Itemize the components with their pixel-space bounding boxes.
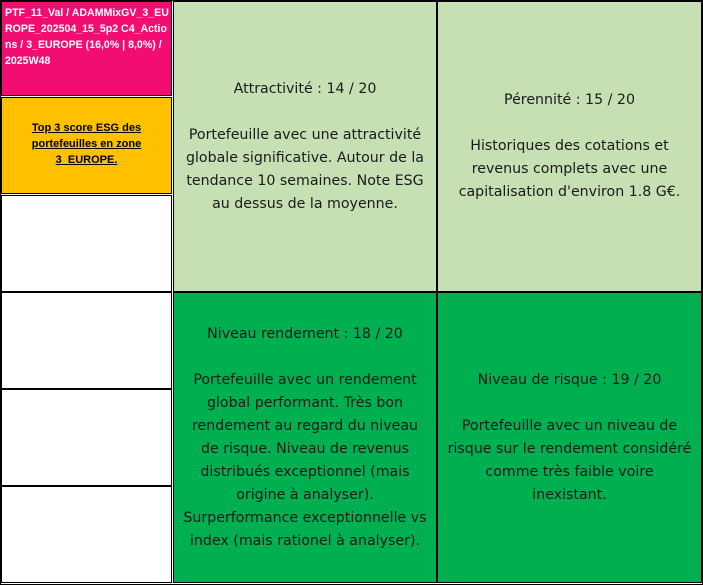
empty-cell [1,195,172,292]
portfolio-id-line-1: PTF_11_Val / ADAMMixGV_3_EUROPE_202504_15_5p2 [5,7,169,35]
portfolio-id-cell [1,1,172,96]
portfolio-id-line-2: C4_Actions / 3_EUROPE [5,23,167,51]
empty-cell [1,486,172,583]
top3-esg-cell [1,97,172,194]
perennite-panel [437,1,702,292]
rendement-panel [173,292,437,583]
empty-cell [1,292,172,389]
perennite-text: Historiques des cotations et revenus complets avec une capitalisation d'environ 1.8 G€. [458,138,681,200]
perennite-title: Pérennité : 15 / 20 [504,92,635,108]
attractivite-title: Attractivité : 14 / 20 [233,80,377,97]
empty-cell [1,389,172,486]
top3-esg-label: Top 3 score ESG des portefeuilles en zone 3_EUROPE. [31,122,142,166]
risque-text: Portefeuille avec un niveau de risque sur le rendement considéré comme très faible voire inexistant. [447,417,692,503]
attractivite-panel [173,1,437,292]
attractivite-text: Portefeuille avec une attractivité globale significative. Autour de la tendance 10 semaines. Note ESG au dessus de la moyenne. [185,126,424,212]
rendement-text: Portefeuille avec un rendement global performant. Très bon rendement au regard du niveau de risque. Niveau de revenus distribués exceptionnel (mais origine à analyser). Surperformance exceptionnelle vs index (mais rationel à analyser). [183,371,427,549]
rendement-title: Niveau rendement : 18 / 20 [207,325,403,342]
risque-panel [437,292,702,583]
portfolio-id-line-3: (16,0% | 8,0%) / 2025W48 [5,39,162,67]
risque-title: Niveau de risque : 19 / 20 [477,371,662,388]
